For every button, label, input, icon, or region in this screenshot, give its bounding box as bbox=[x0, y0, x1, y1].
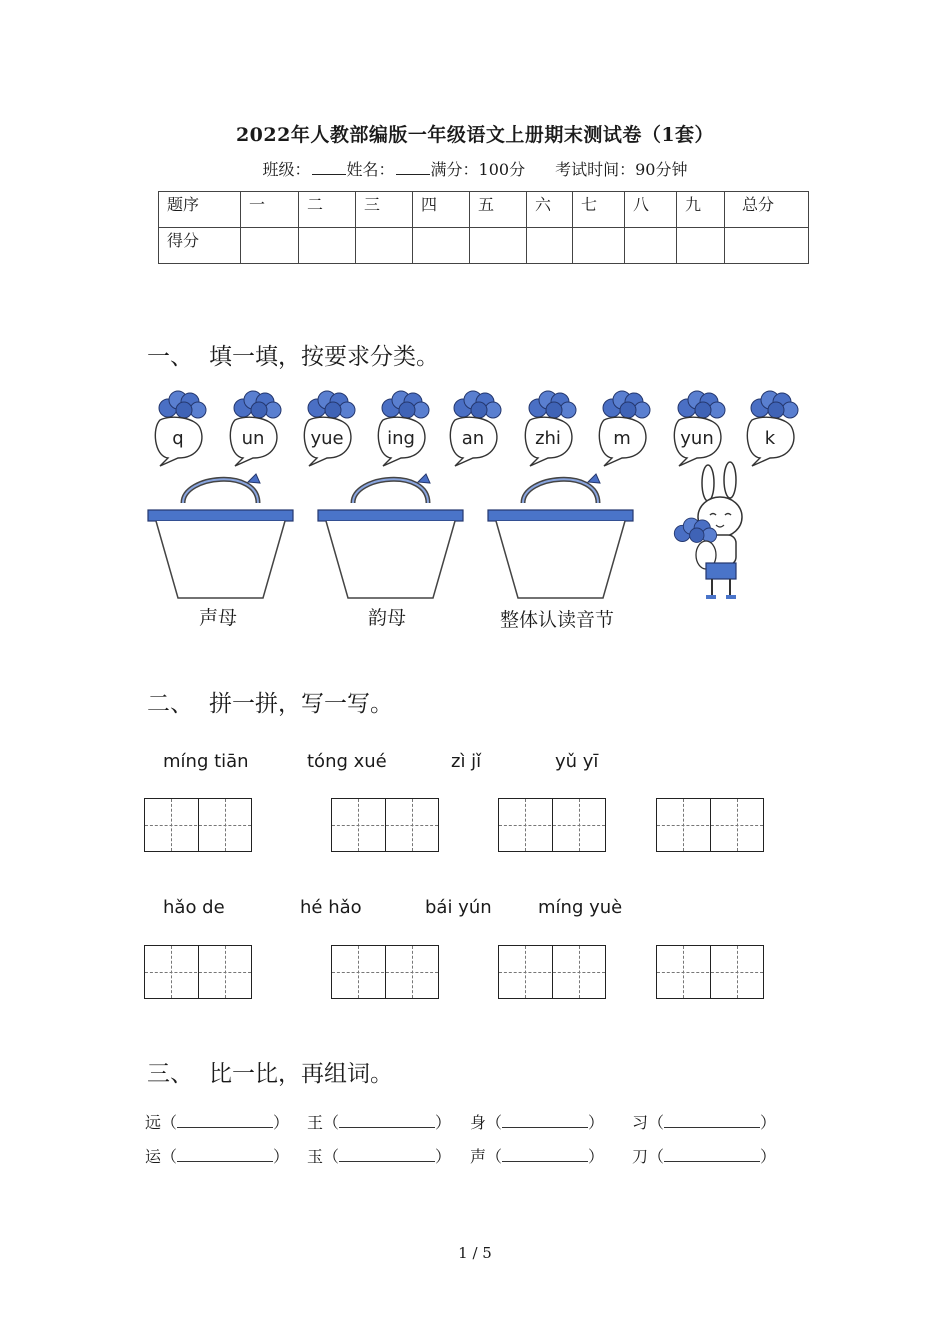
syllable-label: un bbox=[241, 428, 265, 449]
leaf-icon bbox=[529, 391, 576, 418]
syllable-label: yun bbox=[680, 428, 714, 449]
exam-info bbox=[0, 157, 950, 180]
writing-grid[interactable] bbox=[656, 945, 764, 999]
character: 王 bbox=[307, 1113, 324, 1132]
word-item bbox=[470, 1144, 604, 1167]
leaf-icon bbox=[454, 391, 501, 418]
section-2-heading bbox=[147, 685, 393, 718]
section-1-number: 一、 bbox=[147, 344, 193, 370]
close-paren: ） bbox=[435, 1113, 452, 1132]
open-paren: （ bbox=[323, 1147, 340, 1166]
score-cell[interactable] bbox=[413, 228, 470, 264]
exam-time: 考试时间：90分钟 bbox=[555, 160, 688, 179]
word-item bbox=[307, 1144, 451, 1167]
character: 运 bbox=[145, 1147, 162, 1166]
full-score: 满分：100分 bbox=[430, 160, 526, 179]
writing-grid[interactable] bbox=[498, 798, 606, 852]
syllable-label: k bbox=[764, 428, 776, 449]
answer-blank[interactable] bbox=[339, 1145, 435, 1162]
score-header-cell: 七 bbox=[573, 192, 625, 228]
name-label: 姓名： bbox=[346, 160, 395, 179]
section-1-heading bbox=[147, 338, 439, 371]
score-cell[interactable] bbox=[241, 228, 299, 264]
radish-syllable[interactable] bbox=[450, 391, 501, 466]
score-cell[interactable] bbox=[677, 228, 725, 264]
class-blank[interactable] bbox=[312, 160, 346, 175]
bunny-icon bbox=[674, 462, 742, 597]
character: 远 bbox=[145, 1113, 162, 1132]
writing-grid[interactable] bbox=[144, 945, 252, 999]
answer-blank[interactable] bbox=[664, 1111, 760, 1128]
word-item bbox=[307, 1110, 451, 1133]
character: 习 bbox=[632, 1113, 649, 1132]
section-3-title: 比一比，再组词。 bbox=[209, 1061, 393, 1087]
open-paren: （ bbox=[161, 1147, 178, 1166]
pinyin-item: bái yún bbox=[425, 897, 492, 918]
radish-illustration bbox=[140, 390, 810, 615]
pinyin-item: zì jǐ bbox=[451, 751, 482, 772]
answer-blank[interactable] bbox=[502, 1111, 588, 1128]
score-header-cell: 二 bbox=[299, 192, 356, 228]
leaf-icon bbox=[751, 391, 798, 418]
basket-yunmu bbox=[318, 474, 463, 598]
word-item bbox=[145, 1110, 289, 1133]
writing-grid[interactable] bbox=[656, 798, 764, 852]
score-header-cell: 总分 bbox=[725, 192, 809, 228]
character: 刀 bbox=[632, 1147, 649, 1166]
close-paren: ） bbox=[760, 1147, 777, 1166]
score-table-score-row bbox=[159, 228, 809, 264]
open-paren: （ bbox=[648, 1113, 665, 1132]
leaf-icon bbox=[234, 391, 281, 418]
score-cell[interactable] bbox=[725, 228, 809, 264]
radish-syllable[interactable] bbox=[674, 391, 725, 466]
radish-syllable[interactable] bbox=[525, 391, 576, 466]
class-label: 班级： bbox=[262, 160, 311, 179]
character: 玉 bbox=[307, 1147, 324, 1166]
word-item bbox=[145, 1144, 289, 1167]
close-paren: ） bbox=[435, 1147, 452, 1166]
answer-blank[interactable] bbox=[664, 1145, 760, 1162]
open-paren: （ bbox=[486, 1147, 503, 1166]
syllable-label: an bbox=[461, 428, 485, 449]
score-cell[interactable] bbox=[527, 228, 573, 264]
page-number: 1 / 5 bbox=[458, 1244, 492, 1262]
writing-grid[interactable] bbox=[331, 798, 439, 852]
pinyin-item: yǔ yī bbox=[555, 751, 599, 772]
word-item bbox=[470, 1110, 604, 1133]
score-header-cell: 三 bbox=[356, 192, 413, 228]
radish-syllable[interactable] bbox=[747, 391, 798, 466]
score-table bbox=[158, 191, 809, 264]
score-table-header-row bbox=[159, 192, 809, 228]
score-header-cell: 四 bbox=[413, 192, 470, 228]
pinyin-item: míng tiān bbox=[163, 751, 249, 772]
close-paren: ） bbox=[273, 1113, 290, 1132]
section-1-title: 填一填，按要求分类。 bbox=[209, 344, 439, 370]
basket-shengmu bbox=[148, 474, 293, 598]
basket-label-zhengti: 整体认读音节 bbox=[500, 609, 615, 631]
score-cell[interactable] bbox=[299, 228, 356, 264]
score-header-cell: 六 bbox=[527, 192, 573, 228]
score-header-cell: 一 bbox=[241, 192, 299, 228]
close-paren: ） bbox=[588, 1147, 605, 1166]
score-header-cell: 九 bbox=[677, 192, 725, 228]
name-blank[interactable] bbox=[396, 160, 430, 175]
syllable-label: yue bbox=[310, 428, 344, 449]
pinyin-item: tóng xué bbox=[307, 751, 387, 772]
score-header-cell: 题序 bbox=[159, 192, 241, 228]
radish-syllable[interactable] bbox=[599, 391, 650, 466]
pinyin-item: hé hǎo bbox=[300, 897, 362, 918]
close-paren: ） bbox=[273, 1147, 290, 1166]
character: 声 bbox=[470, 1147, 487, 1166]
score-header-cell: 八 bbox=[625, 192, 677, 228]
score-cell[interactable] bbox=[356, 228, 413, 264]
score-header-cell: 五 bbox=[470, 192, 527, 228]
section-2-number: 二、 bbox=[147, 691, 193, 717]
score-cell[interactable] bbox=[470, 228, 527, 264]
leaf-icon bbox=[159, 391, 206, 418]
page-title: 2022年人教部编版一年级语文上册期末测试卷（1套） bbox=[235, 124, 715, 146]
score-cell[interactable] bbox=[625, 228, 677, 264]
open-paren: （ bbox=[323, 1113, 340, 1132]
basket-label-yunmu: 韵母 bbox=[368, 607, 407, 629]
word-item bbox=[632, 1144, 776, 1167]
pinyin-item: hǎo de bbox=[163, 897, 225, 918]
section-2-title: 拼一拼，写一写。 bbox=[209, 691, 393, 717]
writing-grid[interactable] bbox=[498, 945, 606, 999]
radish-syllable[interactable] bbox=[378, 391, 429, 466]
close-paren: ） bbox=[760, 1113, 777, 1132]
pinyin-item: míng yuè bbox=[538, 897, 623, 918]
leaf-icon bbox=[382, 391, 429, 418]
word-item bbox=[632, 1110, 776, 1133]
syllable-label: m bbox=[613, 428, 631, 449]
radish-syllable[interactable] bbox=[304, 391, 355, 466]
section-3-number: 三、 bbox=[147, 1061, 193, 1087]
radish-syllable[interactable] bbox=[155, 391, 206, 466]
syllable-label: q bbox=[172, 428, 184, 449]
section-3-heading bbox=[147, 1055, 393, 1088]
answer-blank[interactable] bbox=[502, 1145, 588, 1162]
leaf-icon bbox=[603, 391, 650, 418]
syllable-label: zhi bbox=[535, 428, 561, 449]
basket-label-shengmu: 声母 bbox=[199, 607, 238, 629]
open-paren: （ bbox=[161, 1113, 178, 1132]
score-row-label: 得分 bbox=[159, 228, 241, 264]
syllable-label: ing bbox=[387, 428, 415, 449]
writing-grid[interactable] bbox=[331, 945, 439, 999]
answer-blank[interactable] bbox=[177, 1111, 273, 1128]
answer-blank[interactable] bbox=[177, 1145, 273, 1162]
leaf-icon bbox=[308, 391, 355, 418]
open-paren: （ bbox=[486, 1113, 503, 1132]
character: 身 bbox=[470, 1113, 487, 1132]
open-paren: （ bbox=[648, 1147, 665, 1166]
score-cell[interactable] bbox=[573, 228, 625, 264]
answer-blank[interactable] bbox=[339, 1111, 435, 1128]
radish-syllable[interactable] bbox=[230, 391, 281, 466]
close-paren: ） bbox=[588, 1113, 605, 1132]
leaf-icon bbox=[678, 391, 725, 418]
basket-zhengti bbox=[488, 474, 633, 598]
writing-grid[interactable] bbox=[144, 798, 252, 852]
